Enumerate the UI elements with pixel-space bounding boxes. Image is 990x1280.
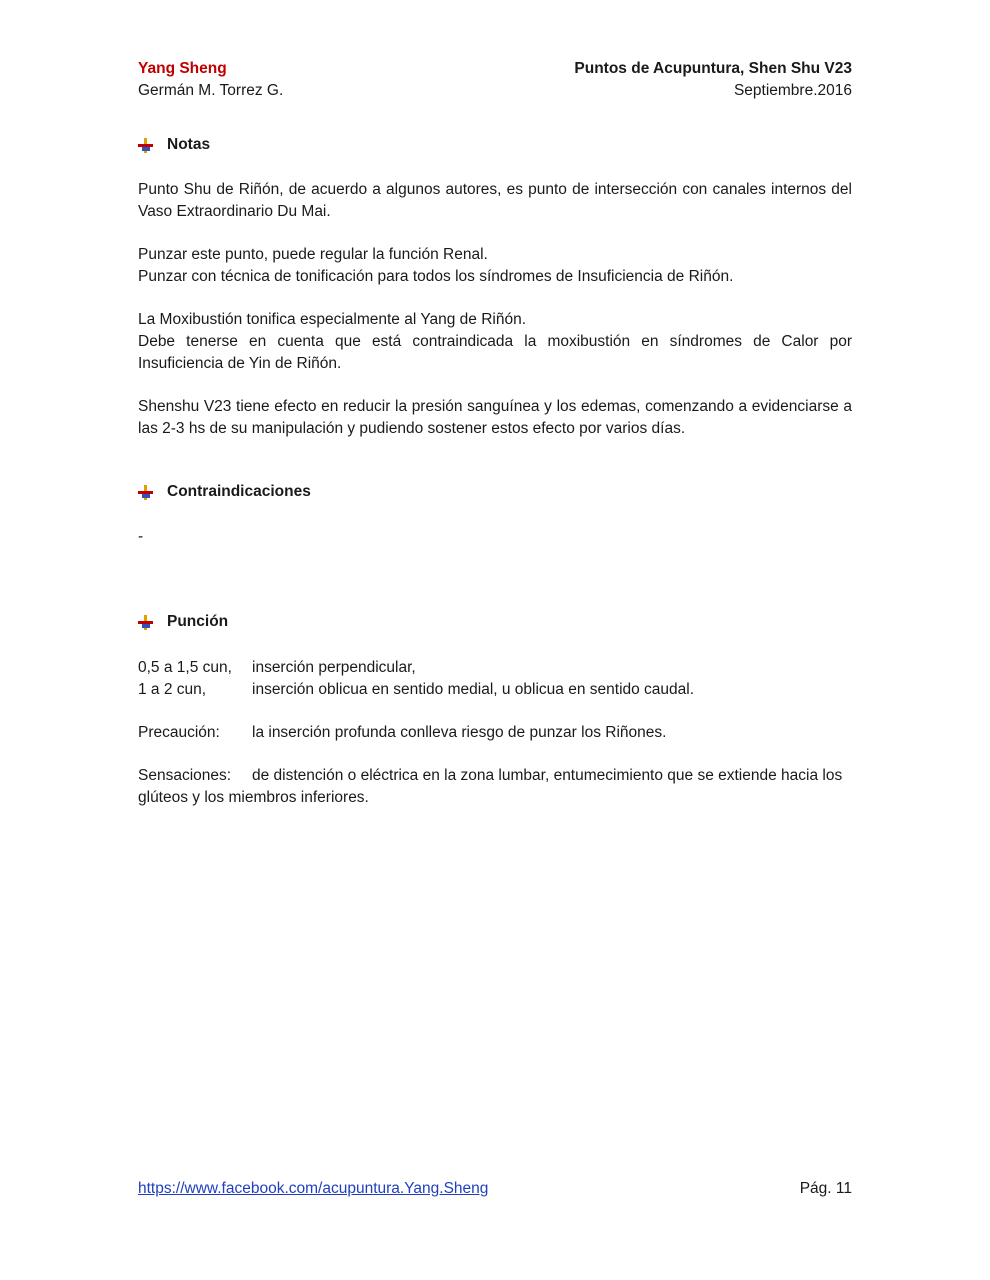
page-number: Pág. 11 — [799, 1180, 852, 1197]
facebook-link[interactable]: https://www.facebook.com/acupuntura.Yang.Sheng — [138, 1180, 489, 1197]
document-date: Septiembre.2016 — [733, 82, 852, 99]
notas-paragraph-3: La Moxibustión tonifica especialmente al Yang de Riñón. Debe tenerse en cuenta que está contraindicada la moxibustión en síndromes de Calor por Insuficiencia de Yin de Riñón. — [138, 311, 852, 372]
header-right — [574, 58, 852, 102]
cross-bullet-icon — [138, 485, 153, 500]
contraindicaciones-text: - — [138, 528, 144, 545]
header-left — [138, 58, 283, 102]
cross-bullet-icon — [138, 615, 153, 630]
notas-paragraph-1: Punto Shu de Riñón, de acuerdo a algunos autores, es punto de intersección con canales internos del Vaso Extraordinario Du Mai. — [138, 181, 852, 220]
section-heading-notas — [138, 136, 210, 154]
section-heading-puncion — [138, 613, 228, 631]
section-heading-label: Notas — [167, 136, 211, 153]
sensaciones-row: Sensaciones: de distención o eléctrica en la zona lumbar, entumecimiento que se extiende hacia los glúteos y los miembros inferiores. — [138, 767, 843, 806]
document-title: Puntos de Acupuntura, Shen Shu V23 — [574, 60, 852, 77]
section-heading-label: Punción — [167, 613, 229, 630]
author-name: Germán M. Torrez G. — [138, 82, 284, 99]
notas-paragraph-2: Punzar este punto, puede regular la función Renal. Punzar con técnica de tonificación para todos los síndromes de Insuficiencia de Riñón. — [138, 246, 734, 285]
puncion-row: 0,5 a 1,5 cun, inserción perpendicular, — [138, 659, 416, 676]
notas-paragraph-4: Shenshu V23 tiene efecto en reducir la presión sanguínea y los edemas, comenzando a evidenciarse a las 2-3 hs de su manipulación y pudiendo sostener estos efecto por varios días. — [138, 398, 852, 437]
section-heading-contraindicaciones — [138, 483, 311, 501]
section-heading-label: Contraindicaciones — [167, 483, 311, 500]
precaucion-row: Precaución: la inserción profunda conlleva riesgo de punzar los Riñones. — [138, 724, 667, 741]
brand-name: Yang Sheng — [138, 60, 227, 77]
puncion-row: 1 a 2 cun, inserción oblicua en sentido medial, u oblicua en sentido caudal. — [138, 681, 695, 698]
cross-bullet-icon — [138, 138, 153, 153]
